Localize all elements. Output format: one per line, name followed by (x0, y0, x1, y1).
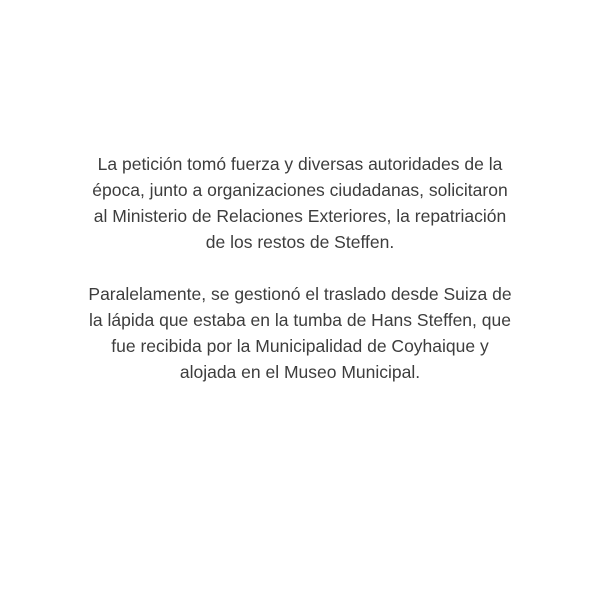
text-line: de los restos de Steffen. (205, 232, 395, 252)
text-line: La petición tomó fuerza y diversas autoridades de la (97, 154, 503, 174)
text-line: Paralelamente, se gestionó el traslado desde Suiza de (88, 284, 512, 304)
text-line: fue recibida por la Municipalidad de Coyhaique y (111, 336, 489, 356)
text-block (50, 151, 550, 385)
text-line: alojada en el Museo Municipal. (179, 362, 421, 382)
text-line: época, junto a organizaciones ciudadanas, solicitaron (92, 180, 508, 200)
paragraph-petition (50, 151, 550, 255)
paragraph-tombstone (50, 281, 550, 385)
text-line: la lápida que estaba en la tumba de Hans Steffen, que (89, 310, 511, 330)
text-line: al Ministerio de Relaciones Exteriores, la repatriación (93, 206, 507, 226)
